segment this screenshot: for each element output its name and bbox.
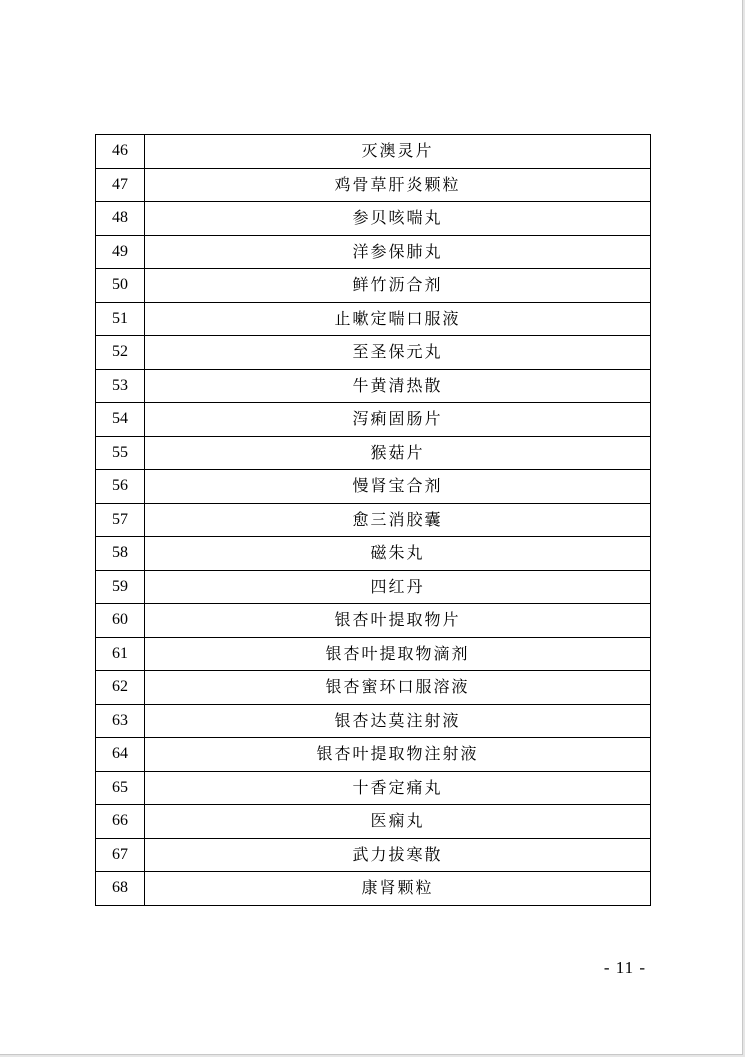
- row-number-cell: 59: [96, 570, 145, 604]
- row-number-cell: 66: [96, 805, 145, 839]
- row-number-cell: 57: [96, 503, 145, 537]
- drug-name-cell: 银杏达莫注射液: [145, 704, 651, 738]
- drug-name-cell: 磁朱丸: [145, 537, 651, 571]
- drug-name-cell: 灭澳灵片: [145, 135, 651, 169]
- table-row: [96, 202, 651, 236]
- drug-list-table: [95, 134, 651, 906]
- row-number-cell: 56: [96, 470, 145, 504]
- table-row: [96, 470, 651, 504]
- drug-name-cell: 四红丹: [145, 570, 651, 604]
- row-number-cell: 62: [96, 671, 145, 705]
- drug-list-table-body: [96, 135, 651, 906]
- table-row: [96, 369, 651, 403]
- row-number-cell: 54: [96, 403, 145, 437]
- drug-name-cell: 银杏叶提取物片: [145, 604, 651, 638]
- drug-name-cell: 慢肾宝合剂: [145, 470, 651, 504]
- table-row: [96, 168, 651, 202]
- row-number-cell: 63: [96, 704, 145, 738]
- table-row: [96, 637, 651, 671]
- drug-name-cell: 银杏叶提取物注射液: [145, 738, 651, 772]
- row-number-cell: 46: [96, 135, 145, 169]
- table-row: [96, 269, 651, 303]
- table-row: [96, 503, 651, 537]
- table-row: [96, 537, 651, 571]
- row-number-cell: 53: [96, 369, 145, 403]
- row-number-cell: 48: [96, 202, 145, 236]
- drug-name-cell: 愈三消胶囊: [145, 503, 651, 537]
- page-number: - 11 -: [603, 958, 647, 977]
- row-number-cell: 49: [96, 235, 145, 269]
- drug-name-cell: 牛黄清热散: [145, 369, 651, 403]
- drug-name-cell: 康肾颗粒: [145, 872, 651, 906]
- row-number-cell: 67: [96, 838, 145, 872]
- drug-name-cell: 止嗽定喘口服液: [145, 302, 651, 336]
- table-row: [96, 604, 651, 638]
- row-number-cell: 60: [96, 604, 145, 638]
- drug-name-cell: 鸡骨草肝炎颗粒: [145, 168, 651, 202]
- row-number-cell: 47: [96, 168, 145, 202]
- row-number-cell: 61: [96, 637, 145, 671]
- row-number-cell: 58: [96, 537, 145, 571]
- drug-name-cell: 洋参保肺丸: [145, 235, 651, 269]
- table-row: [96, 838, 651, 872]
- row-number-cell: 65: [96, 771, 145, 805]
- drug-name-cell: 至圣保元丸: [145, 336, 651, 370]
- table-row: [96, 235, 651, 269]
- table-row: [96, 872, 651, 906]
- row-number-cell: 55: [96, 436, 145, 470]
- row-number-cell: 52: [96, 336, 145, 370]
- row-number-cell: 51: [96, 302, 145, 336]
- table-row: [96, 738, 651, 772]
- drug-name-cell: 十香定痛丸: [145, 771, 651, 805]
- table-row: [96, 771, 651, 805]
- drug-name-cell: 鲜竹沥合剂: [145, 269, 651, 303]
- drug-name-cell: 医痫丸: [145, 805, 651, 839]
- table-row: [96, 403, 651, 437]
- table-row: [96, 135, 651, 169]
- table-row: [96, 436, 651, 470]
- drug-name-cell: 银杏蜜环口服溶液: [145, 671, 651, 705]
- table-row: [96, 336, 651, 370]
- table-row: [96, 570, 651, 604]
- table-row: [96, 805, 651, 839]
- row-number-cell: 50: [96, 269, 145, 303]
- drug-name-cell: 银杏叶提取物滴剂: [145, 637, 651, 671]
- drug-name-cell: 猴菇片: [145, 436, 651, 470]
- drug-name-cell: 武力拔寒散: [145, 838, 651, 872]
- table-row: [96, 704, 651, 738]
- row-number-cell: 64: [96, 738, 145, 772]
- row-number-cell: 68: [96, 872, 145, 906]
- table-row: [96, 302, 651, 336]
- table-row: [96, 671, 651, 705]
- drug-name-cell: 参贝咳喘丸: [145, 202, 651, 236]
- drug-name-cell: 泻痢固肠片: [145, 403, 651, 437]
